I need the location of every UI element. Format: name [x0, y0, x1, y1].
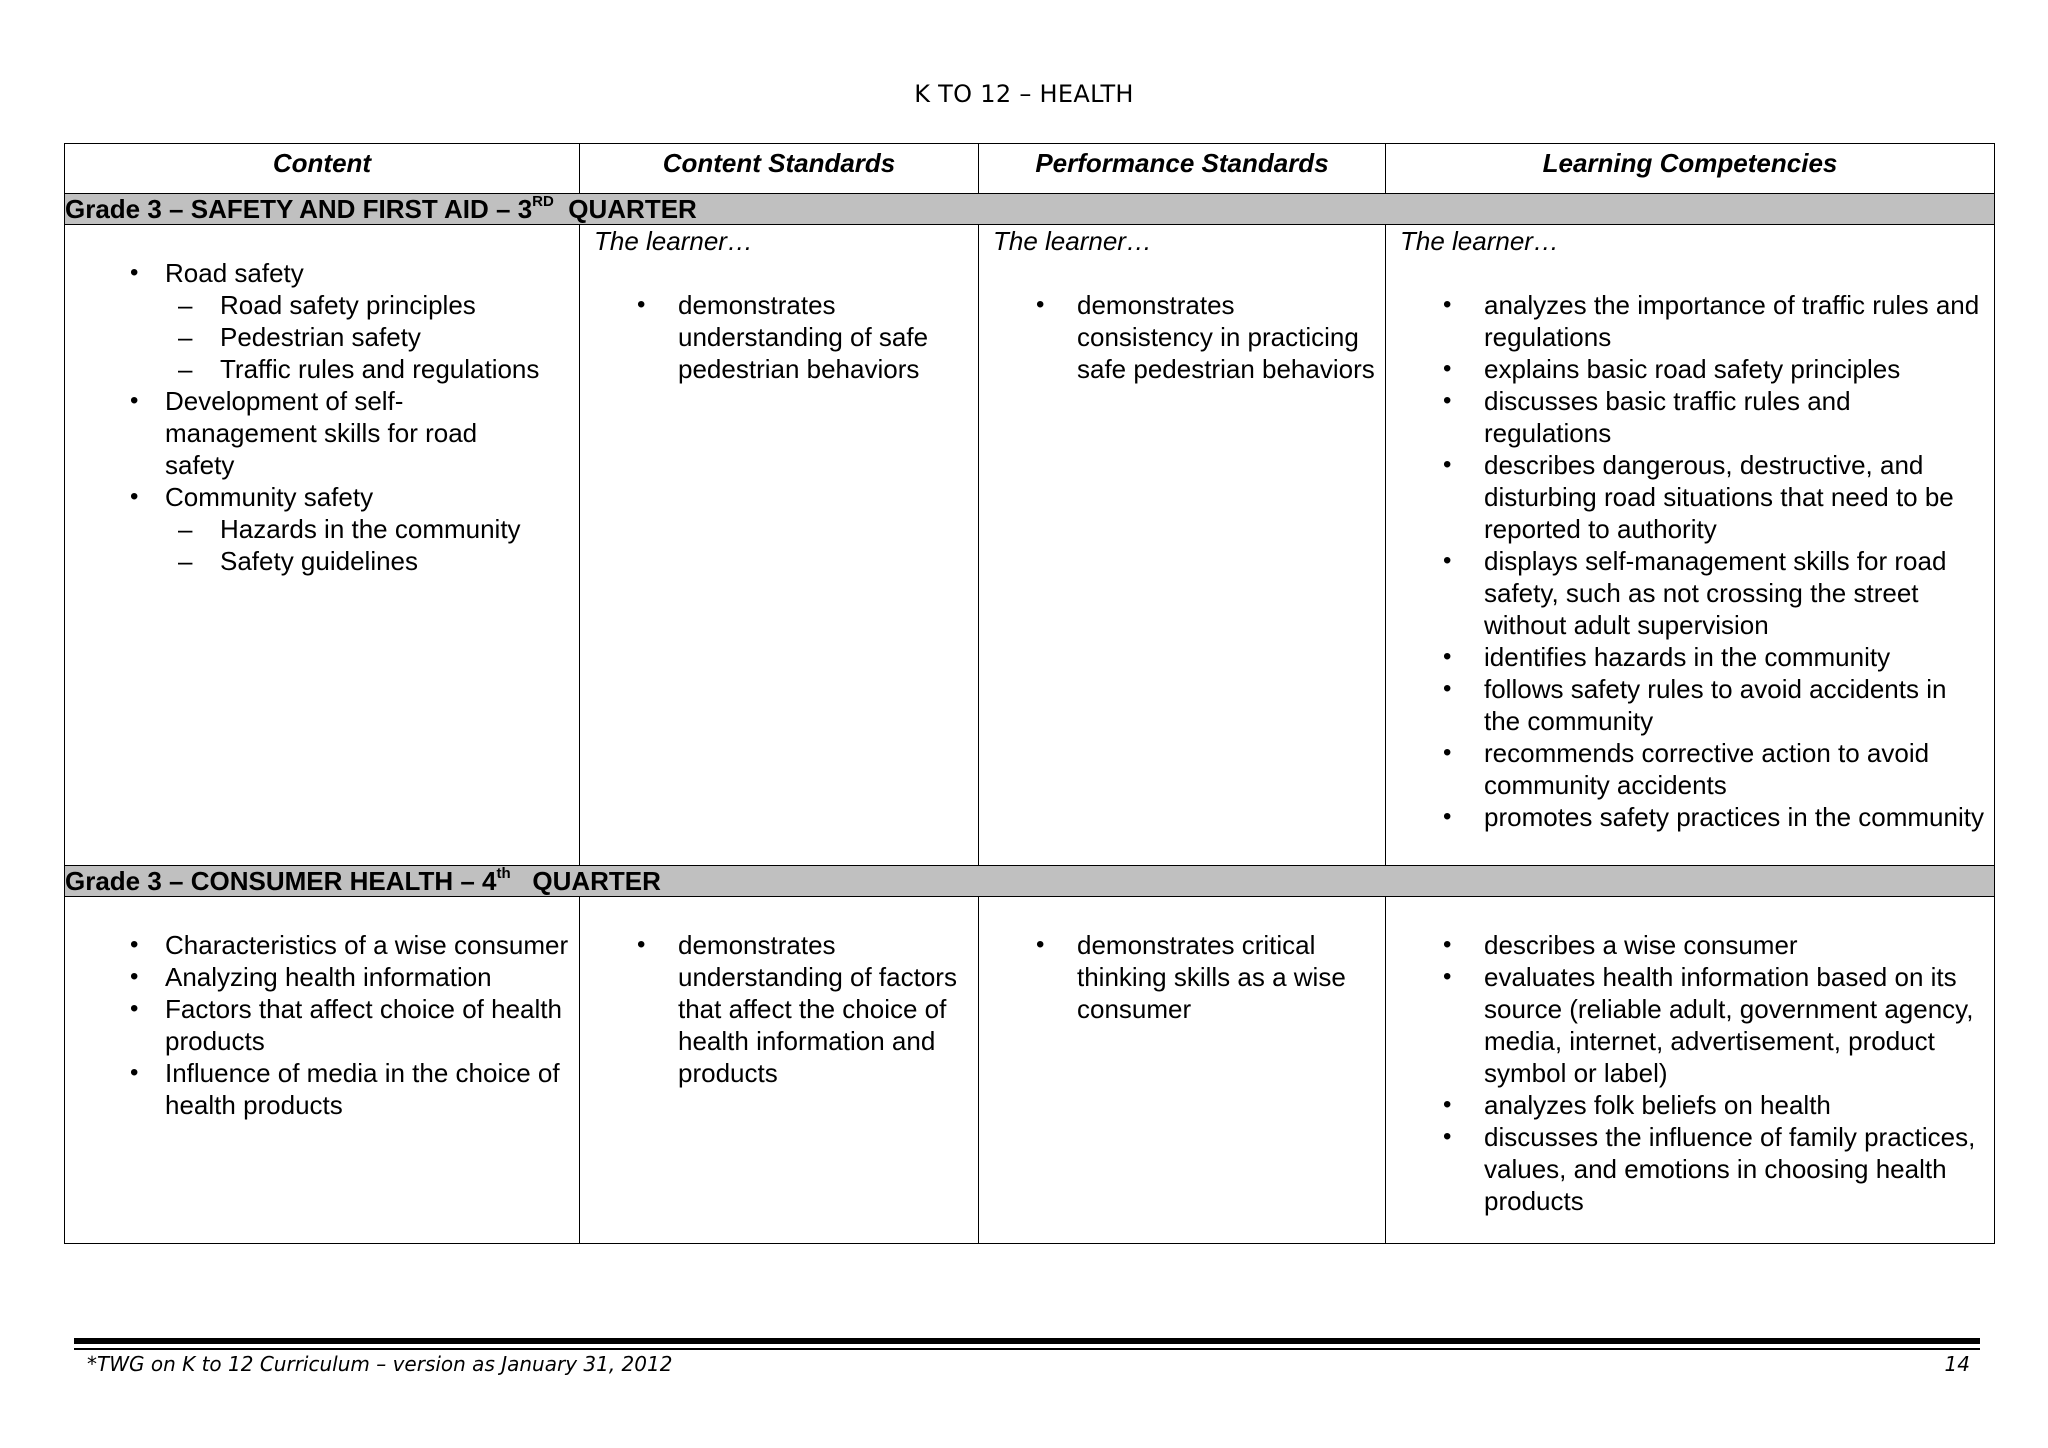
curriculum-table [64, 143, 1995, 1244]
footer-divider [74, 1338, 1980, 1344]
content-standards-list [594, 929, 968, 1089]
list-item: • describes a wise consumer [1400, 929, 1984, 961]
learning-competencies-list [1400, 289, 1984, 833]
section-heading-safety [65, 194, 1995, 225]
learning-competencies-cell [1386, 225, 1995, 866]
section-heading-sup: RD [532, 193, 554, 210]
section-heading-suffix: QUARTER [568, 194, 697, 224]
list-item: • Community safety – Hazards in the community – Safety guidelines [79, 481, 569, 577]
list-item: • explains basic road safety principles [1400, 353, 1984, 385]
list-item: • Characteristics of a wise consumer [79, 929, 569, 961]
footer-note: *TWG on K to 12 Curriculum – version as January 31, 2012 [87, 1352, 673, 1376]
list-item: • Influence of media in the choice of health products [79, 1057, 569, 1121]
list-item: • Development of self-management skills for road safety [79, 385, 569, 481]
learning-competencies-cell [1386, 897, 1995, 1244]
list-item: • follows safety rules to avoid accidents in the community [1400, 673, 1984, 737]
list-item: • identifies hazards in the community [1400, 641, 1984, 673]
page-title: K TO 12 – HEALTH [914, 80, 1134, 108]
header-content-standards: Content Standards [580, 144, 979, 194]
content-standards-cell [580, 225, 979, 866]
header-content: Content [65, 144, 580, 194]
content-cell [65, 225, 580, 866]
list-item: – Pedestrian safety [165, 321, 569, 353]
list-item: • analyzes folk beliefs on health [1400, 1089, 1984, 1121]
sub-list [79, 289, 569, 385]
learner-intro: The learner… [1400, 226, 1559, 256]
footer-divider-thin [74, 1348, 1980, 1350]
section-heading-suffix: QUARTER [532, 866, 661, 896]
list-item: • Road safety – Road safety principles – Pedestrian safety – Traffic rules and regulations [79, 257, 569, 385]
list-item: • promotes safety practices in the community [1400, 801, 1984, 833]
table-row [65, 225, 1995, 866]
learning-competencies-list [1400, 929, 1984, 1217]
header-learning-competencies: Learning Competencies [1386, 144, 1995, 194]
performance-standards-list [993, 289, 1375, 385]
list-item: • Analyzing health information [79, 961, 569, 993]
list-item: • analyzes the importance of traffic rules and regulations [1400, 289, 1984, 353]
section-heading-row [65, 194, 1995, 225]
list-item: – Road safety principles [165, 289, 569, 321]
content-list [79, 257, 569, 577]
sub-list [79, 513, 569, 577]
list-item: – Hazards in the community [165, 513, 569, 545]
table-row [65, 897, 1995, 1244]
list-item: • demonstrates consistency in practicing safe pedestrian behaviors [993, 289, 1375, 385]
list-item: • demonstrates understanding of factors that affect the choice of health information and products [594, 929, 968, 1089]
learner-intro: The learner… [993, 226, 1152, 256]
performance-standards-cell [979, 897, 1386, 1244]
list-item: • Factors that affect choice of health products [79, 993, 569, 1057]
learner-intro: The learner… [594, 226, 753, 256]
section-heading-row [65, 866, 1995, 897]
list-item: – Safety guidelines [165, 545, 569, 577]
performance-standards-list [993, 929, 1375, 1025]
list-item: • displays self-management skills for road safety, such as not crossing the street without adult supervision [1400, 545, 1984, 641]
list-item: • discusses basic traffic rules and regulations [1400, 385, 1984, 449]
list-item: • discusses the influence of family practices, values, and emotions in choosing health products [1400, 1121, 1984, 1217]
list-item: • recommends corrective action to avoid community accidents [1400, 737, 1984, 801]
header-performance-standards: Performance Standards [979, 144, 1386, 194]
list-item: • demonstrates critical thinking skills as a wise consumer [993, 929, 1375, 1025]
list-item: • evaluates health information based on its source (reliable adult, government agency, media, internet, advertisement, product symbol or label) [1400, 961, 1984, 1089]
content-cell [65, 897, 580, 1244]
header-row [65, 144, 1995, 194]
section-heading-sup: th [496, 865, 511, 882]
list-item: • describes dangerous, destructive, and disturbing road situations that need to be reported to authority [1400, 449, 1984, 545]
list-item: – Traffic rules and regulations [165, 353, 569, 385]
section-heading-text: Grade 3 – SAFETY AND FIRST AID – 3 [65, 194, 533, 224]
content-standards-cell [580, 897, 979, 1244]
section-heading-text: Grade 3 – CONSUMER HEALTH – 4 [65, 866, 497, 896]
section-heading-consumer-health [65, 866, 1995, 897]
content-standards-list [594, 289, 968, 385]
list-item: • demonstrates understanding of safe pedestrian behaviors [594, 289, 968, 385]
content-list [79, 929, 569, 1121]
performance-standards-cell [979, 225, 1386, 866]
page-number: 14 [1944, 1352, 1970, 1376]
